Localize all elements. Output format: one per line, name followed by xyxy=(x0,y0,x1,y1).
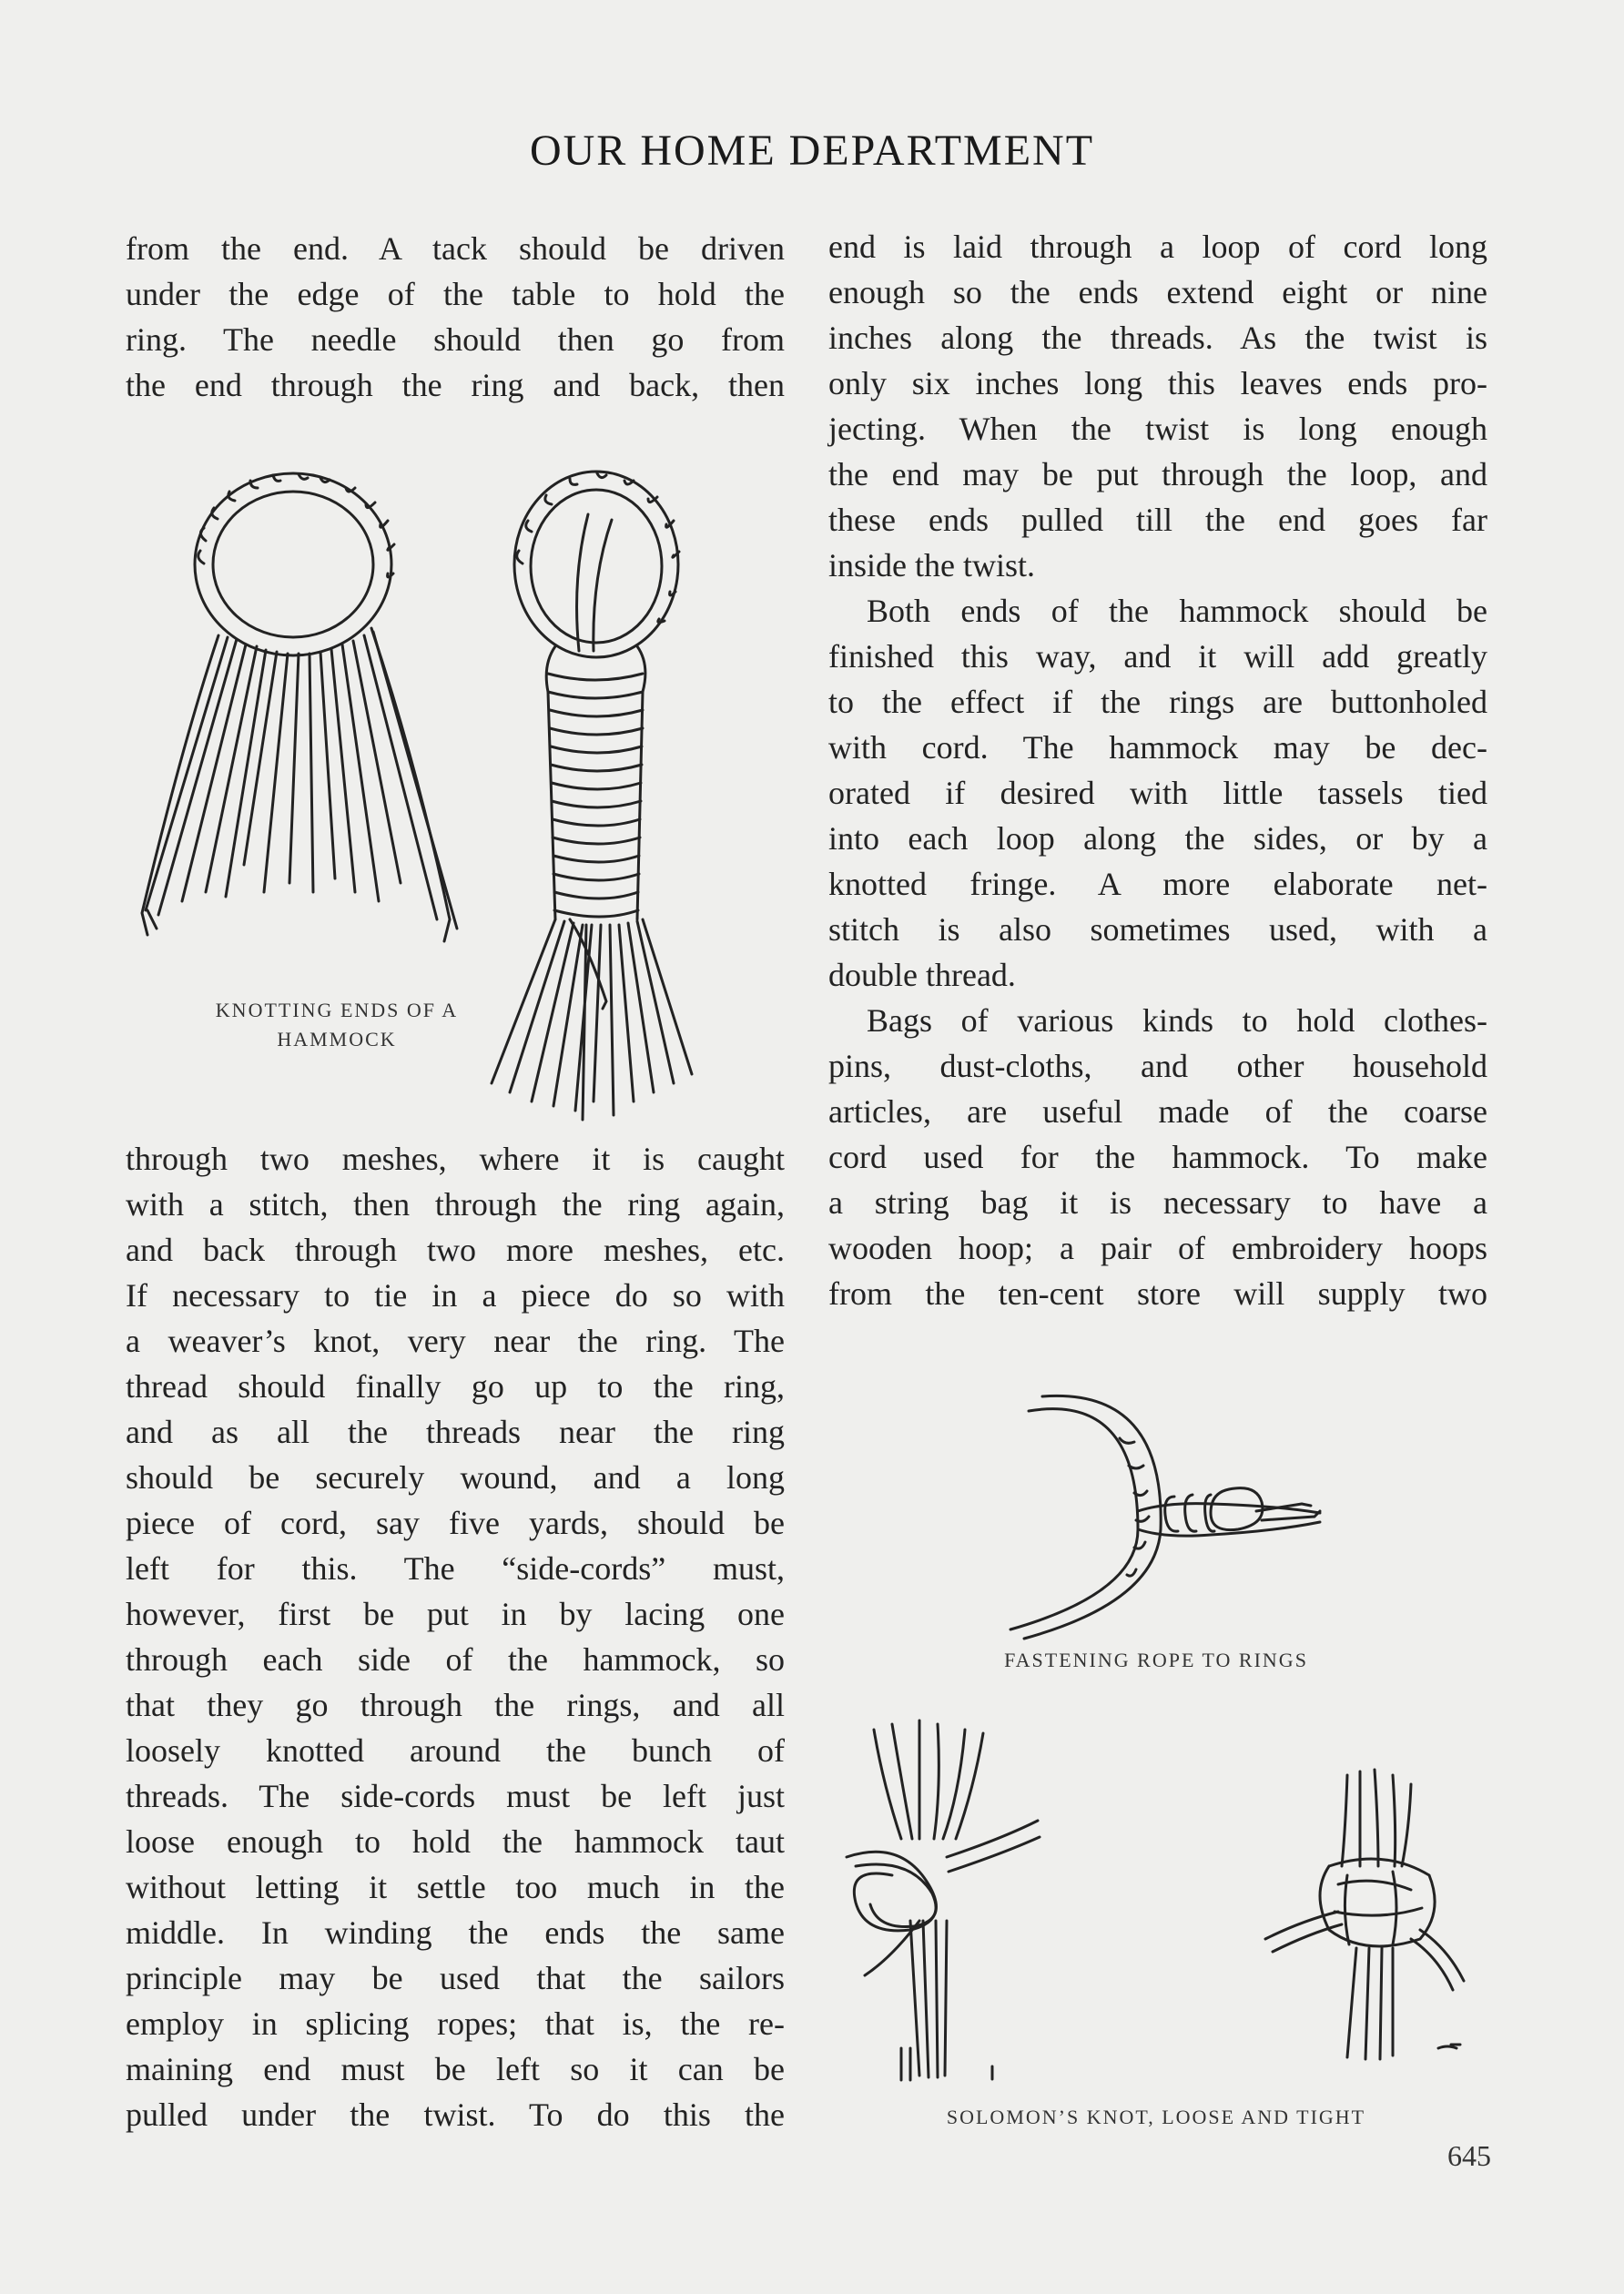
text-line: piece of cord, say five yards, should be xyxy=(126,1505,785,1541)
text-line: cord used for the hammock. To make xyxy=(828,1139,1487,1175)
text-line: wooden hoop; a pair of embroidery hoops xyxy=(828,1230,1487,1266)
text-line: middle. In winding the ends the same xyxy=(126,1914,785,1951)
text-line: pins, dust-cloths, and other household xyxy=(828,1048,1487,1084)
text-line: end is laid through a loop of cord long xyxy=(828,228,1487,265)
text-line: finished this way, and it will add greatly xyxy=(828,638,1487,675)
right-column-para-2 xyxy=(828,588,1487,998)
text-line: through two meshes, where it is caught xyxy=(126,1141,785,1177)
text-line: maining end must be left so it can be xyxy=(126,2051,785,2087)
text-line: Both ends of the hammock should be xyxy=(867,593,1487,629)
text-line: employ in splicing ropes; that is, the re- xyxy=(126,2005,785,2042)
text-line: loosely knotted around the bunch of xyxy=(126,1732,785,1769)
text-line: inches along the threads. As the twist is xyxy=(828,320,1487,356)
text-line: jecting. When the twist is long enough xyxy=(828,411,1487,447)
text-line: without letting it settle too much in the xyxy=(126,1869,785,1905)
text-line: enough so the ends extend eight or nine xyxy=(828,274,1487,310)
text-line: should be securely wound, and a long xyxy=(126,1459,785,1496)
text-line: ring. The needle should then go from xyxy=(126,321,785,358)
page-number: 645 xyxy=(1447,2139,1491,2172)
text-line: however, first be put in by lacing one xyxy=(126,1596,785,1632)
text-line: articles, are useful made of the coarse xyxy=(828,1093,1487,1130)
page-header: OUR HOME DEPARTMENT xyxy=(529,127,1095,175)
text-line: loose enough to hold the hammock taut xyxy=(126,1823,785,1860)
text-line: knotted fringe. A more elaborate net- xyxy=(828,866,1487,902)
text-line: through each side of the hammock, so xyxy=(126,1641,785,1678)
text-line: the end may be put through the loop, and xyxy=(828,456,1487,492)
text-line: pulled under the twist. To do this the xyxy=(126,2096,785,2133)
text-line: from the ten-cent store will supply two xyxy=(828,1275,1487,1312)
solomon-knot-caption: SOLOMON’S KNOT, LOOSE AND TIGHT xyxy=(946,2106,1366,2128)
fastening-rope-illustration xyxy=(1001,1384,1329,1629)
text-line: a string bag it is necessary to have a xyxy=(828,1184,1487,1221)
text-line: double thread. xyxy=(828,957,1016,993)
text-line: threads. The side-cords must be left just xyxy=(126,1778,785,1814)
text-line: If necessary to tie in a piece do so with xyxy=(126,1277,785,1314)
text-line: these ends pulled till the end goes far xyxy=(828,502,1487,538)
text-line: Bags of various kinds to hold clothes- xyxy=(867,1002,1487,1039)
text-line: with a stitch, then through the ring again, xyxy=(126,1186,785,1223)
solomon-knot-loose-illustration xyxy=(837,1720,1092,2085)
text-line: and as all the threads near the ring xyxy=(126,1414,785,1450)
text-line: principle may be used that the sailors xyxy=(126,1960,785,1996)
text-line: only six inches long this leaves ends pro- xyxy=(828,365,1487,401)
text-line: to the effect if the rings are buttonholed xyxy=(828,684,1487,720)
text-line: thread should finally go up to the ring, xyxy=(126,1368,785,1405)
text-line: from the end. A tack should be driven xyxy=(126,230,785,267)
text-line: left for this. The “side-cords” must, xyxy=(126,1550,785,1587)
text-line: orated if desired with little tassels tied xyxy=(828,775,1487,811)
text-line: inside the twist. xyxy=(828,547,1035,584)
right-column-para-1 xyxy=(828,224,1487,588)
left-column-top-text xyxy=(126,226,785,408)
solomon-knot-tight-illustration xyxy=(1256,1766,1484,2076)
text-line: under the edge of the table to hold the xyxy=(126,276,785,312)
left-column-bottom-text xyxy=(126,1136,785,2137)
text-line: stitch is also sometimes used, with a xyxy=(828,911,1487,948)
hammock-caption-line2: HAMMOCK xyxy=(277,1028,397,1051)
text-line: a weaver’s knot, very near the ring. The xyxy=(126,1323,785,1359)
fastening-caption: FASTENING ROPE TO RINGS xyxy=(1004,1649,1308,1671)
text-line: and back through two more meshes, etc. xyxy=(126,1232,785,1268)
hammock-caption xyxy=(155,996,519,1054)
text-line: into each loop along the sides, or by a xyxy=(828,820,1487,857)
text-line: the end through the ring and back, then xyxy=(126,367,785,403)
text-line: that they go through the rings, and all xyxy=(126,1687,785,1723)
hammock-caption-line1: KNOTTING ENDS OF A xyxy=(215,999,459,1021)
right-column-para-3 xyxy=(828,998,1487,1316)
text-line: with cord. The hammock may be dec- xyxy=(828,729,1487,766)
